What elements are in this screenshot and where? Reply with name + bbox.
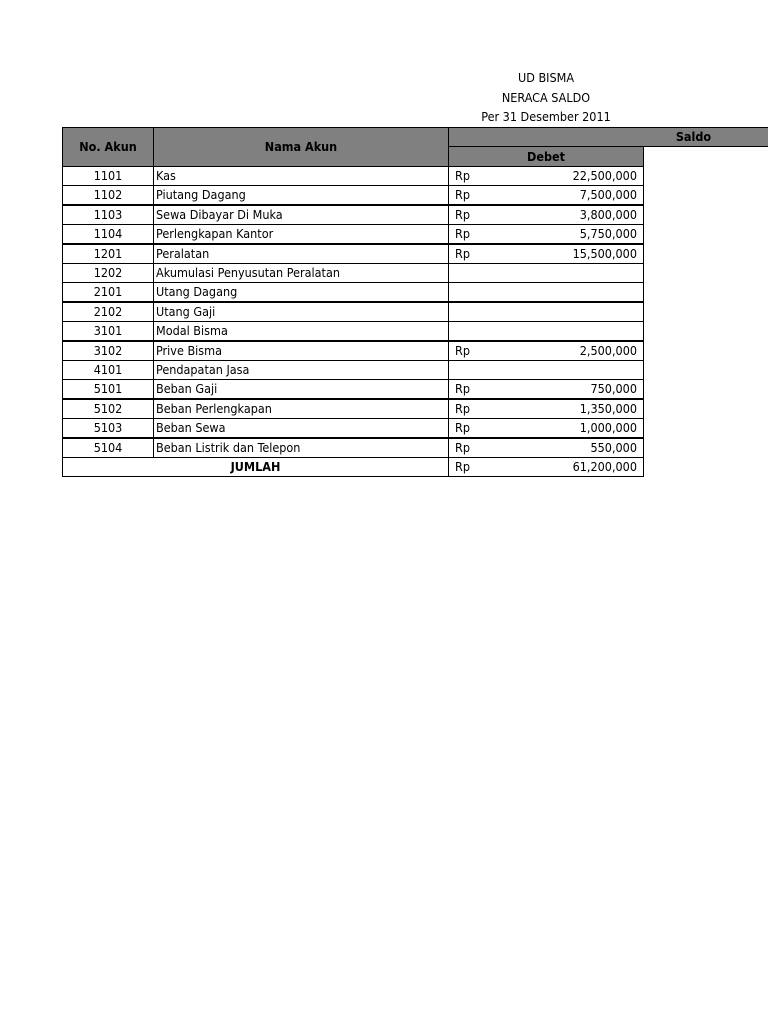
- account-name: Utang Dagang: [153, 282, 449, 302]
- report-period: Per 31 Desember 2011: [481, 109, 611, 124]
- account-name: Akumulasi Penyusutan Peralatan: [153, 263, 449, 283]
- column-header-saldo: [448, 127, 768, 147]
- debet-amount: 2,500,000: [579, 343, 637, 358]
- currency-label: Rp: [455, 440, 470, 455]
- account-name: Kas: [153, 166, 449, 186]
- debet-amount: 7,500,000: [579, 187, 637, 202]
- account-number: 2102: [62, 302, 154, 322]
- debet-amount: 1,350,000: [579, 401, 637, 416]
- debet-cell: [448, 205, 644, 225]
- debet-cell: [448, 224, 644, 244]
- debet-amount: 22,500,000: [572, 168, 637, 183]
- debet-cell: [448, 360, 644, 380]
- account-number: 5102: [62, 399, 154, 419]
- account-number: 4101: [62, 360, 154, 380]
- debet-amount: 15,500,000: [572, 246, 637, 261]
- account-name: Peralatan: [153, 244, 449, 264]
- debet-cell: [448, 399, 644, 419]
- saldo-label: Saldo: [675, 129, 712, 144]
- account-number: 1202: [62, 263, 154, 283]
- trial-balance-table: [62, 127, 768, 478]
- company-name: UD BISMA: [517, 70, 575, 85]
- account-name: Sewa Dibayar Di Muka: [153, 205, 449, 225]
- debet-cell: [448, 166, 644, 186]
- total-label: JUMLAH: [62, 457, 449, 477]
- debet-cell: [448, 263, 644, 283]
- account-number: 5103: [62, 418, 154, 438]
- debet-cell: [448, 244, 644, 264]
- total-amount: 61,200,000: [572, 459, 637, 474]
- currency-label: Rp: [455, 207, 470, 222]
- debet-amount: 1,000,000: [579, 420, 637, 435]
- currency-label: Rp: [455, 401, 470, 416]
- debet-amount: 3,800,000: [579, 207, 637, 222]
- currency-label: Rp: [455, 187, 470, 202]
- debet-cell: [448, 302, 644, 322]
- account-number: 1102: [62, 185, 154, 205]
- account-name: Beban Gaji: [153, 379, 449, 399]
- debet-cell: [448, 438, 644, 458]
- account-number: 2101: [62, 282, 154, 302]
- account-number: 3102: [62, 341, 154, 361]
- account-number: 1104: [62, 224, 154, 244]
- account-name: Beban Listrik dan Telepon: [153, 438, 449, 458]
- column-header-nama-akun: Nama Akun: [153, 127, 449, 167]
- account-name: Beban Sewa: [153, 418, 449, 438]
- account-name: Utang Gaji: [153, 302, 449, 322]
- column-header-debet: Debet: [448, 146, 644, 167]
- report-title: NERACA SALDO: [501, 90, 591, 105]
- debet-amount: 5,750,000: [579, 226, 637, 241]
- account-name: Piutang Dagang: [153, 185, 449, 205]
- account-number: 3101: [62, 321, 154, 341]
- currency-label: Rp: [455, 381, 470, 396]
- currency-label: Rp: [455, 420, 470, 435]
- debet-cell: [448, 379, 644, 399]
- currency-label: Rp: [455, 168, 470, 183]
- debet-amount: 750,000: [590, 381, 637, 396]
- currency-label: Rp: [455, 226, 470, 241]
- total-debet-cell: [448, 457, 644, 477]
- account-name: Beban Perlengkapan: [153, 399, 449, 419]
- account-number: 1201: [62, 244, 154, 264]
- debet-cell: [448, 418, 644, 438]
- debet-cell: [448, 282, 644, 302]
- debet-cell: [448, 321, 644, 341]
- account-number: 5104: [62, 438, 154, 458]
- account-number: 1101: [62, 166, 154, 186]
- debet-cell: [448, 185, 644, 205]
- account-name: Prive Bisma: [153, 341, 449, 361]
- debet-cell: [448, 341, 644, 361]
- account-number: 1103: [62, 205, 154, 225]
- account-name: Perlengkapan Kantor: [153, 224, 449, 244]
- account-number: 5101: [62, 379, 154, 399]
- currency-label: Rp: [455, 459, 470, 474]
- debet-amount: 550,000: [590, 440, 637, 455]
- currency-label: Rp: [455, 246, 470, 261]
- currency-label: Rp: [455, 343, 470, 358]
- account-name: Pendapatan Jasa: [153, 360, 449, 380]
- column-header-no-akun: No. Akun: [62, 127, 154, 167]
- account-name: Modal Bisma: [153, 321, 449, 341]
